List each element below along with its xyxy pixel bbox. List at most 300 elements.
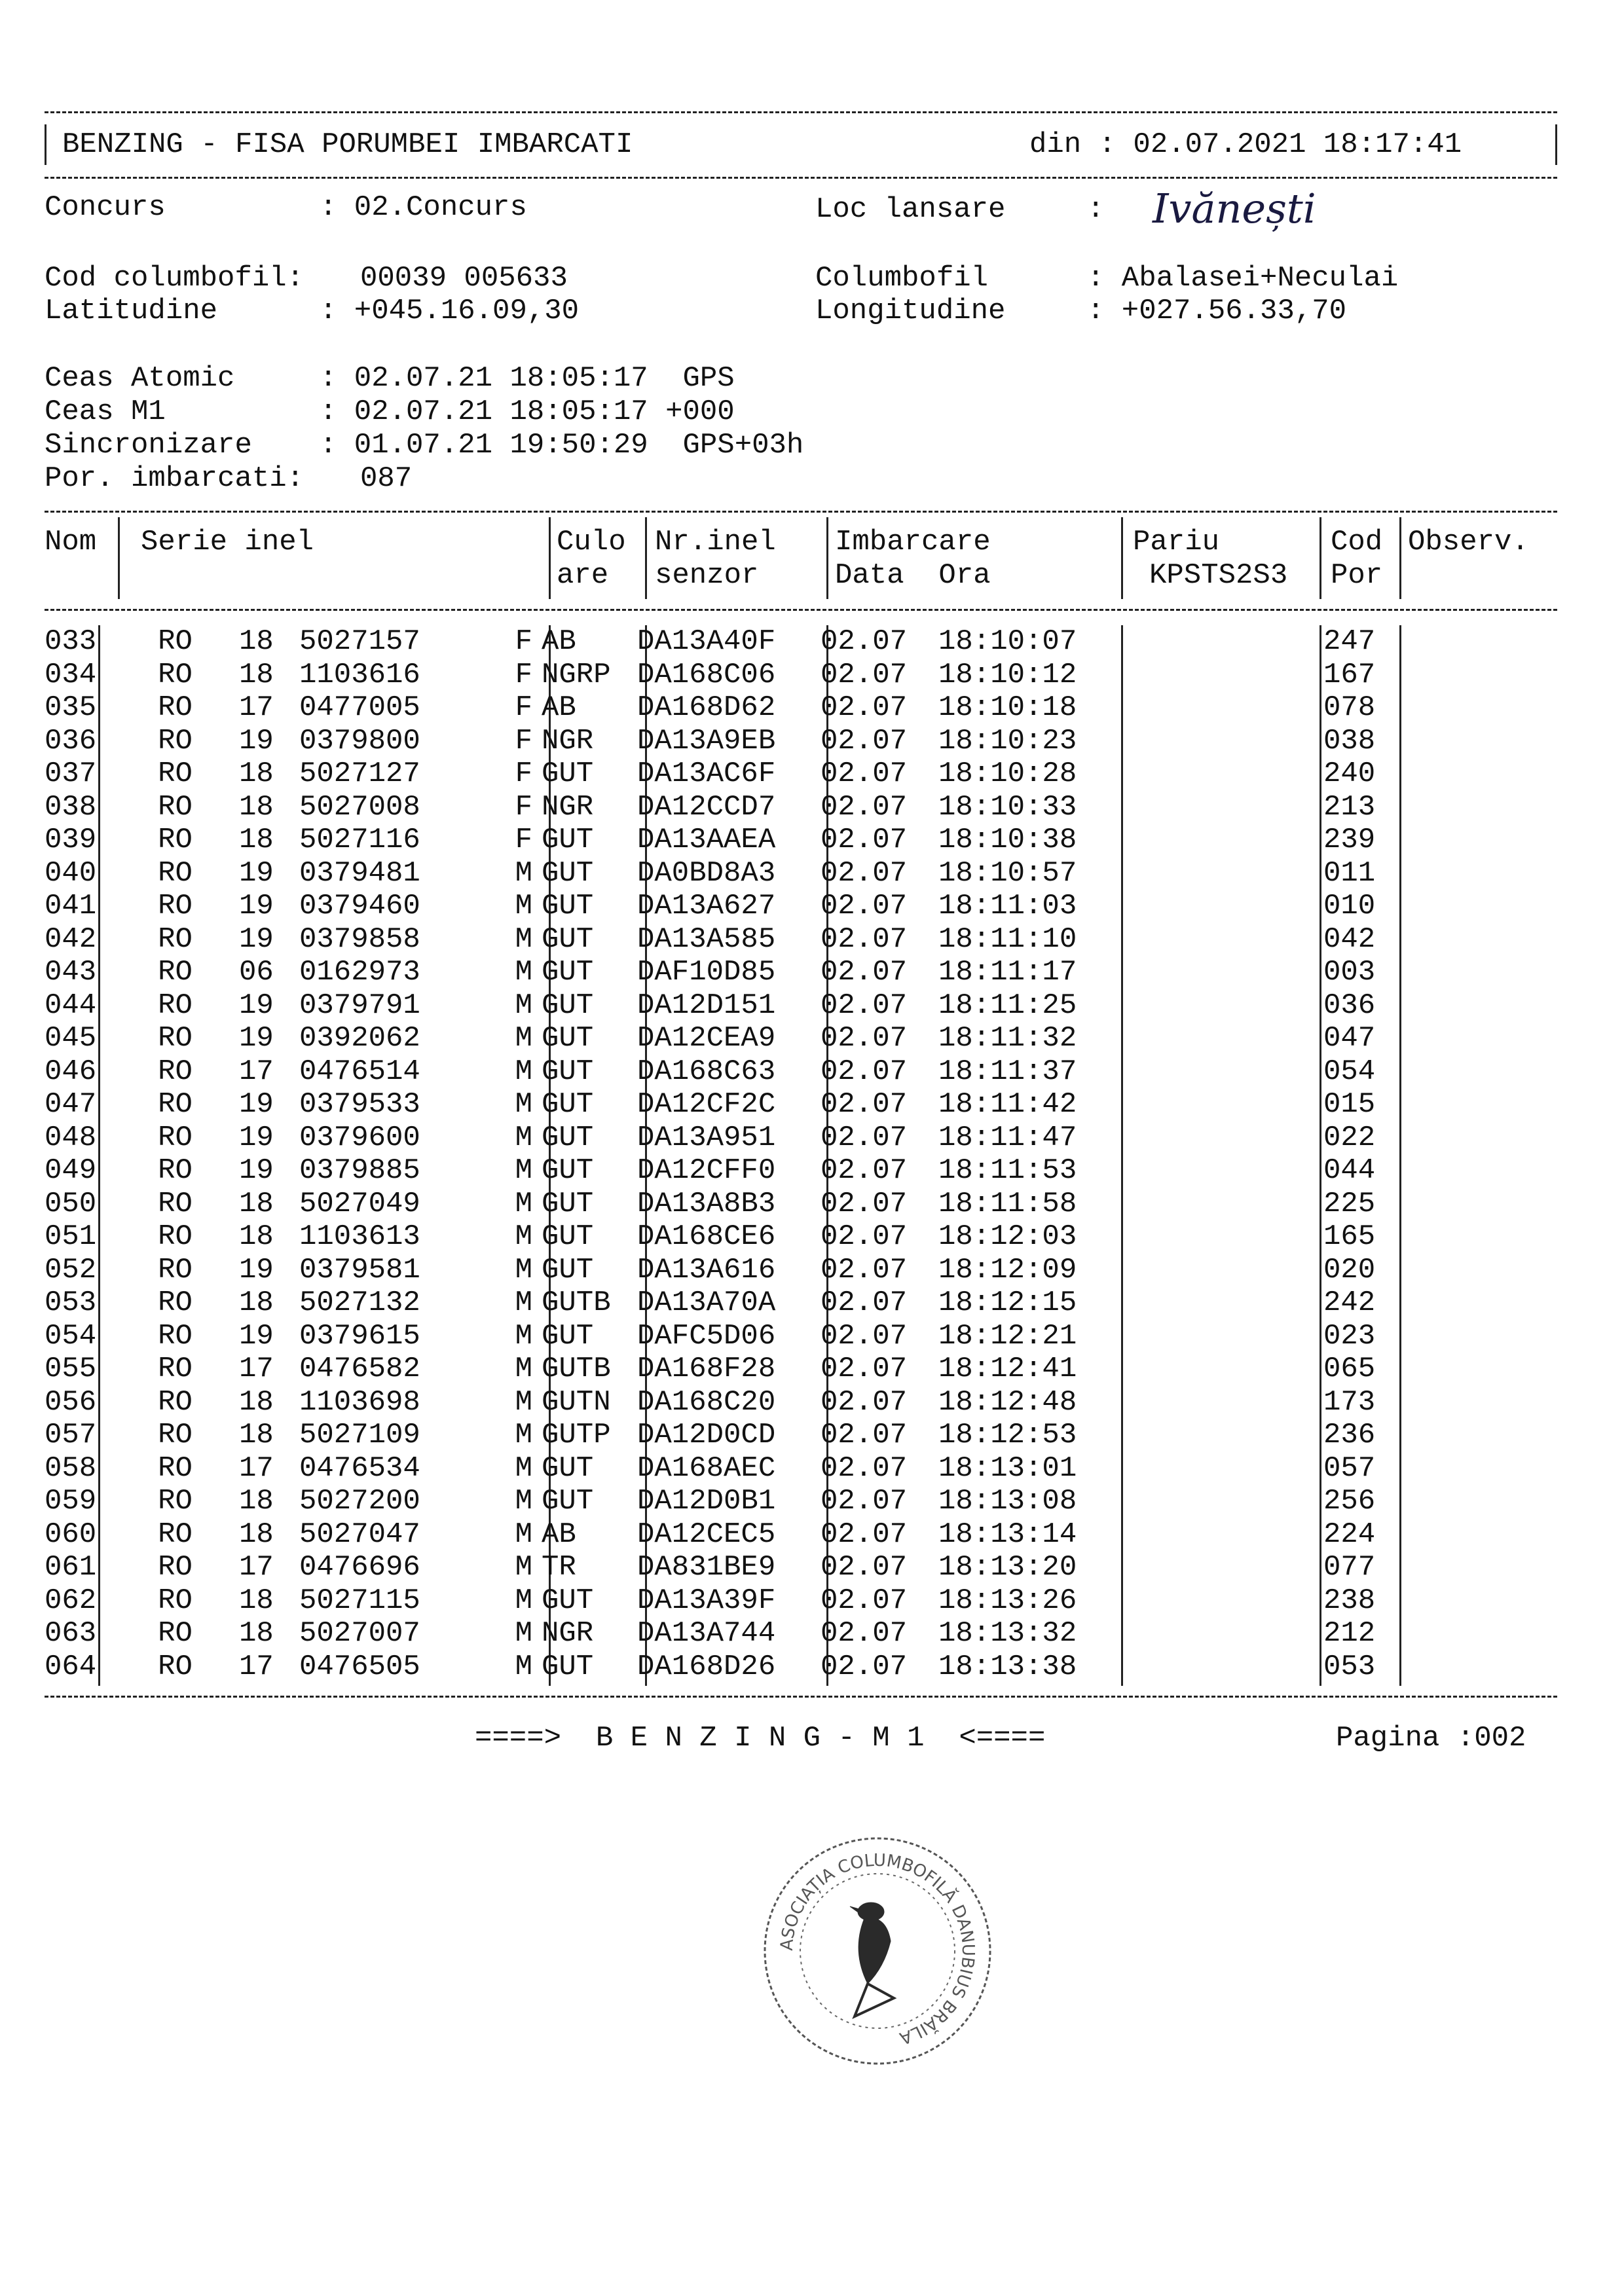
row-sex: M — [515, 1187, 532, 1220]
row-sensor: DA12CEA9 — [637, 1022, 776, 1055]
row-ring-number: 5027007 — [299, 1617, 420, 1650]
table-row — [45, 1254, 1546, 1287]
row-bet — [1116, 890, 1314, 923]
row-date: 02.07 — [821, 1121, 908, 1154]
row-sex: M — [515, 1353, 532, 1386]
table-row — [45, 923, 1546, 957]
row-sensor: DA13A616 — [637, 1253, 776, 1286]
table-bottom-border — [45, 1696, 1557, 1698]
row-nom: 049 — [45, 1154, 97, 1188]
row-ring-number: 0379581 — [299, 1253, 420, 1286]
row-year: 19 — [239, 1253, 274, 1286]
row-time: 18:13:32 — [938, 1617, 1077, 1650]
table-row — [45, 1386, 1546, 1419]
row-country: RO — [158, 1022, 193, 1055]
row-observ — [1402, 1286, 1546, 1320]
row-bet — [1116, 1551, 1314, 1584]
row-year: 19 — [239, 856, 274, 890]
col-nrinel: Nr.inel — [655, 526, 776, 558]
row-country: RO — [158, 856, 193, 890]
row-time: 18:12:53 — [938, 1419, 1077, 1452]
cod-label: Cod columbofil: — [45, 262, 304, 295]
row-sensor: DA13A9EB — [637, 724, 776, 757]
row-ring-number: 5027157 — [299, 625, 420, 659]
row-time: 18:13:01 — [938, 1451, 1077, 1485]
row-time: 18:10:33 — [938, 790, 1077, 824]
row-ring-number: 5027132 — [299, 1286, 420, 1320]
row-bet — [1116, 1320, 1314, 1353]
table-row — [45, 659, 1546, 692]
row-color: GUTB — [542, 1353, 611, 1386]
row-sensor: DA12CFF0 — [637, 1154, 776, 1188]
row-observ — [1402, 1551, 1546, 1584]
ceas-m1-label: Ceas M1 — [45, 395, 166, 428]
row-code: 256 — [1323, 1485, 1376, 1518]
row-date: 02.07 — [821, 1220, 908, 1254]
table-header-bottom-border — [45, 609, 1557, 611]
row-observ — [1402, 659, 1546, 692]
row-sex: M — [515, 1319, 532, 1353]
row-nom: 047 — [45, 1088, 97, 1121]
row-observ — [1402, 1353, 1546, 1386]
row-bet — [1116, 1617, 1314, 1650]
row-year: 18 — [239, 625, 274, 659]
row-code: 247 — [1323, 625, 1376, 659]
row-sensor: DA168C63 — [637, 1055, 776, 1088]
pigeon-icon — [850, 1903, 894, 2016]
row-ring-number: 0392062 — [299, 1022, 420, 1055]
row-nom: 050 — [45, 1187, 97, 1220]
row-year: 17 — [239, 1551, 274, 1584]
row-bet — [1116, 1254, 1314, 1287]
row-sensor: DA12CF2C — [637, 1088, 776, 1121]
row-ring-number: 0379533 — [299, 1088, 420, 1121]
row-color: GUTP — [542, 1419, 611, 1452]
row-color: GUT — [542, 1088, 594, 1121]
col-serie: Serie inel — [141, 526, 314, 558]
row-observ — [1402, 989, 1546, 1023]
row-time: 18:12:09 — [938, 1253, 1077, 1286]
row-sensor: DA12CCD7 — [637, 790, 776, 824]
row-country: RO — [158, 625, 193, 659]
row-sex: M — [515, 1121, 532, 1154]
row-ring-number: 5027200 — [299, 1485, 420, 1518]
row-ring-number: 0379615 — [299, 1319, 420, 1353]
table-row — [45, 725, 1546, 758]
row-year: 18 — [239, 1518, 274, 1551]
row-nom: 058 — [45, 1451, 97, 1485]
row-time: 18:11:58 — [938, 1187, 1077, 1220]
row-date: 02.07 — [821, 1485, 908, 1518]
row-ring-number: 0379460 — [299, 890, 420, 923]
row-code: 022 — [1323, 1121, 1376, 1154]
row-date: 02.07 — [821, 1353, 908, 1386]
table-row — [45, 1320, 1546, 1353]
row-code: 020 — [1323, 1253, 1376, 1286]
row-bet — [1116, 757, 1314, 791]
row-country: RO — [158, 1088, 193, 1121]
lat-label: Latitudine — [45, 295, 218, 327]
row-country: RO — [158, 824, 193, 857]
row-sex: F — [515, 724, 532, 757]
row-nom: 060 — [45, 1518, 97, 1551]
header-sep-serie — [549, 517, 551, 599]
row-time: 18:13:14 — [938, 1518, 1077, 1551]
row-country: RO — [158, 1650, 193, 1683]
row-sensor: DAF10D85 — [637, 956, 776, 989]
por-label: Por. imbarcati: — [45, 462, 304, 495]
row-observ — [1402, 1617, 1546, 1650]
row-date: 02.07 — [821, 1518, 908, 1551]
stamp-text: ASOCIAȚIA COLUMBOFILĂ DANUBIUS BRĂILA — [777, 1850, 978, 2049]
row-sex: M — [515, 1419, 532, 1452]
row-date: 02.07 — [821, 1253, 908, 1286]
long-value: : +027.56.33,70 — [1087, 295, 1347, 327]
row-sex: F — [515, 658, 532, 691]
row-color: NGR — [542, 724, 594, 757]
row-ring-number: 0379858 — [299, 922, 420, 956]
row-observ — [1402, 824, 1546, 857]
row-ring-number: 0162973 — [299, 956, 420, 989]
header-top-border — [45, 111, 1557, 113]
row-year: 18 — [239, 790, 274, 824]
table-row — [45, 1650, 1546, 1684]
row-sensor: DA0BD8A3 — [637, 856, 776, 890]
row-country: RO — [158, 989, 193, 1022]
row-sex: F — [515, 757, 532, 791]
row-date: 02.07 — [821, 1055, 908, 1088]
row-ring-number: 0476696 — [299, 1551, 420, 1584]
row-sex: M — [515, 1485, 532, 1518]
row-time: 18:11:10 — [938, 922, 1077, 956]
row-sensor: DA12D0CD — [637, 1419, 776, 1452]
row-ring-number: 5027109 — [299, 1419, 420, 1452]
row-country: RO — [158, 691, 193, 725]
row-color: GUT — [542, 1220, 594, 1254]
row-year: 19 — [239, 1088, 274, 1121]
table-row — [45, 1419, 1546, 1452]
row-sex: M — [515, 1286, 532, 1320]
row-year: 18 — [239, 824, 274, 857]
row-color: GUT — [542, 1485, 594, 1518]
row-year: 19 — [239, 922, 274, 956]
row-sex: F — [515, 691, 532, 725]
row-observ — [1402, 923, 1546, 957]
row-country: RO — [158, 1055, 193, 1088]
row-time: 18:11:17 — [938, 956, 1077, 989]
row-nom: 038 — [45, 790, 97, 824]
row-year: 19 — [239, 1121, 274, 1154]
row-color: GUT — [542, 1121, 594, 1154]
row-date: 02.07 — [821, 989, 908, 1022]
row-year: 17 — [239, 1353, 274, 1386]
row-date: 02.07 — [821, 1319, 908, 1353]
row-time: 18:10:12 — [938, 658, 1077, 691]
row-color: GUT — [542, 922, 594, 956]
row-time: 18:11:42 — [938, 1088, 1077, 1121]
row-country: RO — [158, 724, 193, 757]
header-sep-culo — [645, 517, 647, 599]
row-country: RO — [158, 658, 193, 691]
row-observ — [1402, 1650, 1546, 1684]
lat-value: : +045.16.09,30 — [320, 295, 580, 327]
header-left-border — [45, 124, 46, 165]
row-nom: 059 — [45, 1485, 97, 1518]
row-color: GUTN — [542, 1385, 611, 1419]
row-sex: F — [515, 790, 532, 824]
row-nom: 051 — [45, 1220, 97, 1254]
row-year: 18 — [239, 1584, 274, 1617]
row-nom: 054 — [45, 1319, 97, 1353]
row-country: RO — [158, 922, 193, 956]
row-code: 036 — [1323, 989, 1376, 1022]
row-date: 02.07 — [821, 658, 908, 691]
row-ring-number: 0379791 — [299, 989, 420, 1022]
row-code: 057 — [1323, 1451, 1376, 1485]
table-row — [45, 1286, 1546, 1320]
row-ring-number: 0476582 — [299, 1353, 420, 1386]
row-country: RO — [158, 1451, 193, 1485]
row-year: 18 — [239, 1220, 274, 1254]
header-sep-cod — [1399, 517, 1401, 599]
row-bet — [1116, 1584, 1314, 1618]
row-nom: 052 — [45, 1253, 97, 1286]
table-row — [45, 1154, 1546, 1188]
row-date: 02.07 — [821, 724, 908, 757]
row-sensor: DA13A70A — [637, 1286, 776, 1320]
ceas-atomic-value: : 02.07.21 18:05:17 GPS — [320, 362, 735, 395]
row-sensor: DA168C06 — [637, 658, 776, 691]
row-time: 18:12:48 — [938, 1385, 1077, 1419]
row-sex: M — [515, 1451, 532, 1485]
row-nom: 033 — [45, 625, 97, 659]
row-observ — [1402, 1518, 1546, 1552]
row-date: 02.07 — [821, 1154, 908, 1188]
row-sensor: DA13A951 — [637, 1121, 776, 1154]
row-observ — [1402, 890, 1546, 923]
row-nom: 063 — [45, 1617, 97, 1650]
row-nom: 043 — [45, 956, 97, 989]
row-sex: M — [515, 989, 532, 1022]
row-sensor: DA13A39F — [637, 1584, 776, 1617]
row-bet — [1116, 1518, 1314, 1552]
row-code: 167 — [1323, 658, 1376, 691]
row-country: RO — [158, 1419, 193, 1452]
table-row — [45, 1220, 1546, 1254]
row-bet — [1116, 1452, 1314, 1485]
row-bet — [1116, 1220, 1314, 1254]
row-date: 02.07 — [821, 1551, 908, 1584]
row-country: RO — [158, 1121, 193, 1154]
col-nom: Nom — [45, 526, 97, 558]
row-code: 225 — [1323, 1187, 1376, 1220]
row-color: GUTB — [542, 1286, 611, 1320]
row-code: 011 — [1323, 856, 1376, 890]
row-sensor: DA12D0B1 — [637, 1485, 776, 1518]
row-code: 053 — [1323, 1650, 1376, 1683]
row-code: 003 — [1323, 956, 1376, 989]
table-row — [45, 890, 1546, 923]
row-country: RO — [158, 1617, 193, 1650]
row-year: 18 — [239, 1485, 274, 1518]
row-color: GUT — [542, 989, 594, 1022]
row-country: RO — [158, 1385, 193, 1419]
row-code: 212 — [1323, 1617, 1376, 1650]
row-observ — [1402, 1254, 1546, 1287]
header-sep-pariu — [1320, 517, 1321, 599]
row-nom: 056 — [45, 1385, 97, 1419]
row-date: 02.07 — [821, 1419, 908, 1452]
row-date: 02.07 — [821, 1286, 908, 1320]
row-bet — [1116, 725, 1314, 758]
row-code: 238 — [1323, 1584, 1376, 1617]
table-header-top-border — [45, 511, 1557, 513]
row-observ — [1402, 1022, 1546, 1055]
table-row — [45, 1485, 1546, 1518]
row-color: GUT — [542, 1055, 594, 1088]
row-bet — [1116, 956, 1314, 989]
row-year: 18 — [239, 1187, 274, 1220]
row-sensor: DA13A8B3 — [637, 1187, 776, 1220]
row-observ — [1402, 791, 1546, 824]
row-time: 18:11:37 — [938, 1055, 1077, 1088]
row-bet — [1116, 1121, 1314, 1155]
row-year: 19 — [239, 989, 274, 1022]
row-country: RO — [158, 757, 193, 791]
table-row — [45, 1055, 1546, 1089]
row-color: NGR — [542, 790, 594, 824]
row-bet — [1116, 1088, 1314, 1121]
ceas-atomic-label: Ceas Atomic — [45, 362, 235, 395]
row-year: 18 — [239, 1286, 274, 1320]
header-sep-imbarcare — [1121, 517, 1123, 599]
row-sex: M — [515, 1617, 532, 1650]
row-country: RO — [158, 1485, 193, 1518]
table-row — [45, 1584, 1546, 1618]
table-row — [45, 625, 1546, 659]
row-year: 18 — [239, 1419, 274, 1452]
concurs-label: Concurs — [45, 191, 166, 224]
row-color: GUT — [542, 1253, 594, 1286]
table-row — [45, 824, 1546, 857]
table-row — [45, 1353, 1546, 1386]
row-ring-number: 0379481 — [299, 856, 420, 890]
por-value: 087 — [360, 462, 413, 495]
row-color: AB — [542, 625, 576, 659]
row-nom: 055 — [45, 1353, 97, 1386]
row-date: 02.07 — [821, 1385, 908, 1419]
row-time: 18:10:57 — [938, 856, 1077, 890]
row-code: 077 — [1323, 1551, 1376, 1584]
row-observ — [1402, 1485, 1546, 1518]
row-sex: M — [515, 856, 532, 890]
row-date: 02.07 — [821, 691, 908, 725]
row-observ — [1402, 691, 1546, 725]
columbofil-value: : Abalasei+Neculai — [1087, 262, 1399, 295]
row-year: 17 — [239, 691, 274, 725]
row-nom: 048 — [45, 1121, 97, 1154]
row-color: GUT — [542, 1650, 594, 1683]
col-senzor: senzor — [655, 559, 759, 592]
row-country: RO — [158, 790, 193, 824]
row-color: AB — [542, 691, 576, 725]
row-nom: 037 — [45, 757, 97, 791]
row-sex: M — [515, 1088, 532, 1121]
columbofil-label: Columbofil — [815, 262, 989, 295]
row-time: 18:12:03 — [938, 1220, 1077, 1254]
row-sensor: DA12CEC5 — [637, 1518, 776, 1551]
row-nom: 062 — [45, 1584, 97, 1617]
row-date: 02.07 — [821, 1187, 908, 1220]
row-bet — [1116, 659, 1314, 692]
row-sex: M — [515, 1518, 532, 1551]
row-color: GUT — [542, 1187, 594, 1220]
ceas-m1-value: : 02.07.21 18:05:17 +000 — [320, 395, 735, 428]
row-code: 173 — [1323, 1385, 1376, 1419]
col-observ: Observ. — [1408, 526, 1529, 558]
row-color: GUT — [542, 1584, 594, 1617]
row-sex: M — [515, 1220, 532, 1254]
row-date: 02.07 — [821, 956, 908, 989]
table-body — [45, 625, 1546, 1683]
long-label: Longitudine — [815, 295, 1006, 327]
row-date: 02.07 — [821, 1451, 908, 1485]
row-time: 18:11:25 — [938, 989, 1077, 1022]
boarding-table — [45, 625, 1546, 1683]
row-code: 038 — [1323, 724, 1376, 757]
row-ring-number: 0379600 — [299, 1121, 420, 1154]
loc-handwritten-value: Ivănești — [1153, 185, 1316, 232]
row-code: 054 — [1323, 1055, 1376, 1088]
row-sensor: DA13A585 — [637, 922, 776, 956]
row-date: 02.07 — [821, 1022, 908, 1055]
row-nom: 041 — [45, 890, 97, 923]
row-time: 18:13:20 — [938, 1551, 1077, 1584]
row-bet — [1116, 989, 1314, 1023]
col-data-ora: Data Ora — [835, 559, 991, 592]
row-observ — [1402, 1386, 1546, 1419]
row-country: RO — [158, 1551, 193, 1584]
table-row — [45, 1452, 1546, 1485]
row-bet — [1116, 1386, 1314, 1419]
row-sensor: DA13A40F — [637, 625, 776, 659]
row-bet — [1116, 791, 1314, 824]
row-color: GUT — [542, 856, 594, 890]
row-sex: M — [515, 1650, 532, 1683]
row-sex: M — [515, 1022, 532, 1055]
row-date: 02.07 — [821, 1088, 908, 1121]
row-ring-number: 0379885 — [299, 1154, 420, 1188]
col-imbarcare: Imbarcare — [835, 526, 991, 558]
row-sensor: DA13AC6F — [637, 757, 776, 791]
row-sex: M — [515, 956, 532, 989]
row-country: RO — [158, 1353, 193, 1386]
row-year: 06 — [239, 956, 274, 989]
row-ring-number: 0379800 — [299, 724, 420, 757]
row-date: 02.07 — [821, 1617, 908, 1650]
row-ring-number: 1103613 — [299, 1220, 420, 1254]
row-time: 18:11:03 — [938, 890, 1077, 923]
row-sex: M — [515, 1154, 532, 1188]
row-time: 18:12:15 — [938, 1286, 1077, 1320]
table-row — [45, 1121, 1546, 1155]
row-color: GUT — [542, 1319, 594, 1353]
row-code: 213 — [1323, 790, 1376, 824]
concurs-value: : 02.Concurs — [320, 191, 527, 224]
row-time: 18:11:32 — [938, 1022, 1077, 1055]
row-sensor: DA168CE6 — [637, 1220, 776, 1254]
row-date: 02.07 — [821, 922, 908, 956]
